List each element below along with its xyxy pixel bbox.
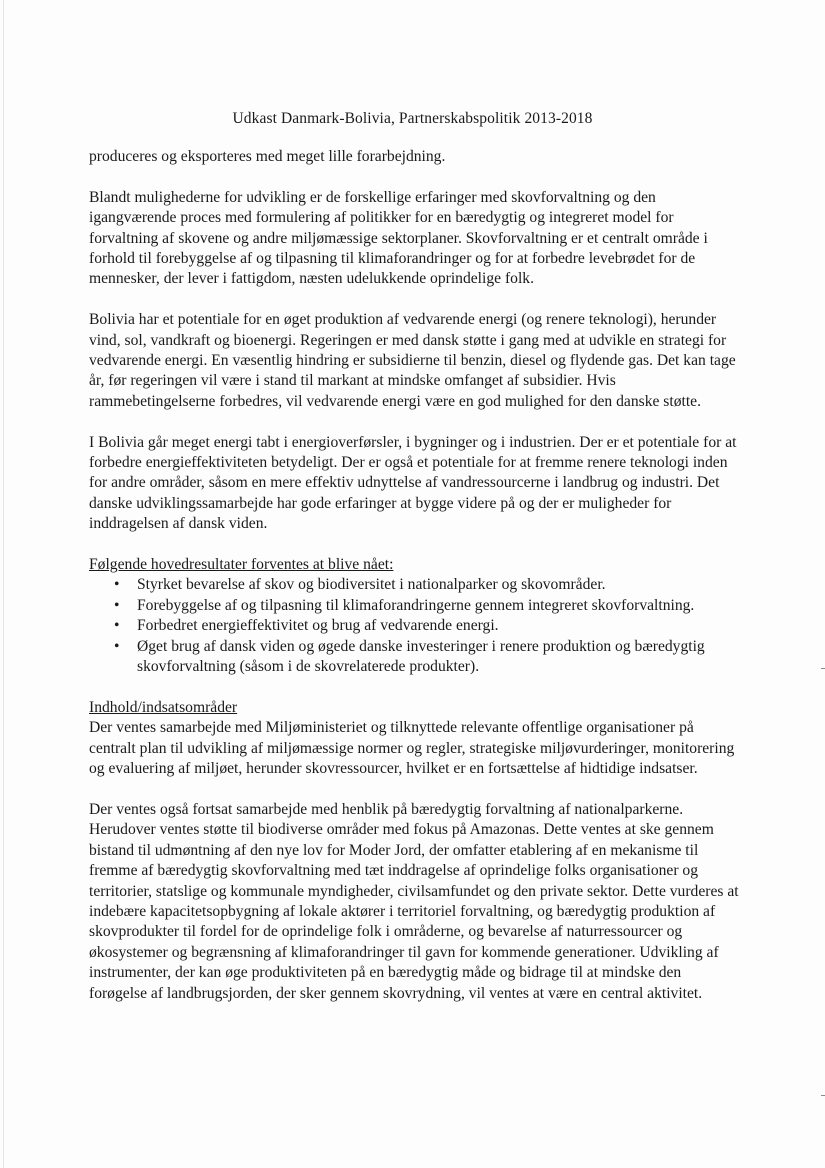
- bullet-icon: •: [114, 576, 120, 594]
- paragraph: Bolivia har et potentiale for en øget produktion af vedvarende energi (og renere teknologi), herunder vind, sol, vandkraft og bioenergi. Regeringen er med dansk støtte i gang med at udvikle en strategi for vedvarende energi. En væsentlig hindring er subsidierne til benzin, diesel og flydende gas. Det kan tage år, før regeringen vil være i stand til markant at mindske omfanget af subsidier. Hvis rammebetingelserne forbedres, vil vedvarende energi være en god mulighed for den danske støtte.: [89, 311, 736, 410]
- list-item-text: Styrket bevarelse af skov og biodiversitet i nationalparker og skovområder.: [137, 576, 606, 594]
- bullet-icon: •: [114, 596, 120, 614]
- paragraph: Der ventes også fortsat samarbejde med henblik på bæredygtig forvaltning af nationalparkerne. Herudover ventes støtte til biodiverse områder med fokus på Amazonas. Dette ventes at ske gennem bistand til udmøntning af den nye lov for Moder Jord, der omfatter etablering af en mekanisme til fremme af bæredygtig skovforvaltning med tæt inddragelse af oprindelige folks organisationer og territorier, statslige og kommunale myndigheder, civilsamfundet og den private sektor. Dette vurderes at indebære kapacitetsopbygning af lokale aktører i territoriel forvaltning, og bæredygtig produktion af skovprodukter til fordel for de oprindelige folk i områderne, og bevarelse af naturressourcer og økosystemer og begrænsning af klimaforandringer til gavn for kommende generationer. Udvikling af instrumenter, der kan øge produktiviteten på en bæredygtig måde og bidrage til at mindske den forøgelse af landbrugsjorden, der sker gennem skovrydning, vil ventes at være en central aktivitet.: [89, 800, 739, 1002]
- paragraph: Blandt mulighederne for udvikling er de forskellige erfaringer med skovforvaltning og den igangværende proces med formulering af politikker for en bæredygtig og integreret model for forvaltning af skovene og andre miljømæssige sektorplaner. Skovforvaltning er et centralt område i forhold til forebyggelse af og tilpasning til klimaforandringer og for at forbedre levebrødet for de mennesker, der lever i fattigdom, næsten udelukkende oprindelige folk.: [89, 188, 708, 288]
- list-item: [89, 637, 739, 678]
- paragraph: Der ventes samarbejde med Miljøministeriet og tilknyttede relevante offentlige organisationer på centralt plan til udvikling af miljømæssige normer og regler, strategiske miljøvurderinger, monitorering og evaluering af miljøet, herunder skovressourcer, hvilket er en fortsættelse af hidtidige indsatser.: [89, 719, 735, 778]
- paragraph: produceres og eksporteres med meget lille forarbejdning.: [89, 148, 446, 165]
- bullet-icon: •: [114, 617, 120, 635]
- list-item-text: Øget brug af dansk viden og øgede danske investeringer i renere produktion og bæredygtig skovforvaltning (såsom i de skovrelaterede produkter).: [137, 637, 705, 676]
- scan-mark: [821, 1095, 825, 1096]
- scan-mark: [821, 668, 825, 669]
- list-item: [89, 596, 739, 616]
- bullet-icon: •: [114, 637, 120, 655]
- scan-edge: [3, 0, 4, 1168]
- paragraph: I Bolivia går meget energi tabt i energioverførsler, i bygninger og i industrien. Der er et potentiale for at forbedre energieffektiviteten betydeligt. Der er også et potentiale for at fremme renere teknologi inden for andre områder, såsom en mere effektiv udnyttelse af vandressourcerne i landbrug og industri. Det danske udviklingssamarbejde har gode erfaringer at bygge videre på og der er muligheder for inddragelsen af dansk viden.: [89, 433, 737, 533]
- results-list: [89, 575, 739, 677]
- document-body: [89, 147, 739, 1024]
- list-item-text: Forebyggelse af og tilpasning til klimaforandringerne gennem integreret skovforvaltning.: [137, 596, 695, 614]
- list-item: [89, 616, 739, 636]
- section-heading-content: Indhold/indsatsområder: [89, 698, 238, 716]
- list-item-text: Forbedret energieffektivitet og brug af vedvarende energi.: [137, 617, 499, 635]
- section-heading-results: Følgende hovedresultater forventes at blive nået:: [89, 556, 394, 574]
- list-item: [89, 575, 739, 595]
- page-header: Udkast Danmark-Bolivia, Partnerskabspolitik 2013-2018: [232, 110, 593, 127]
